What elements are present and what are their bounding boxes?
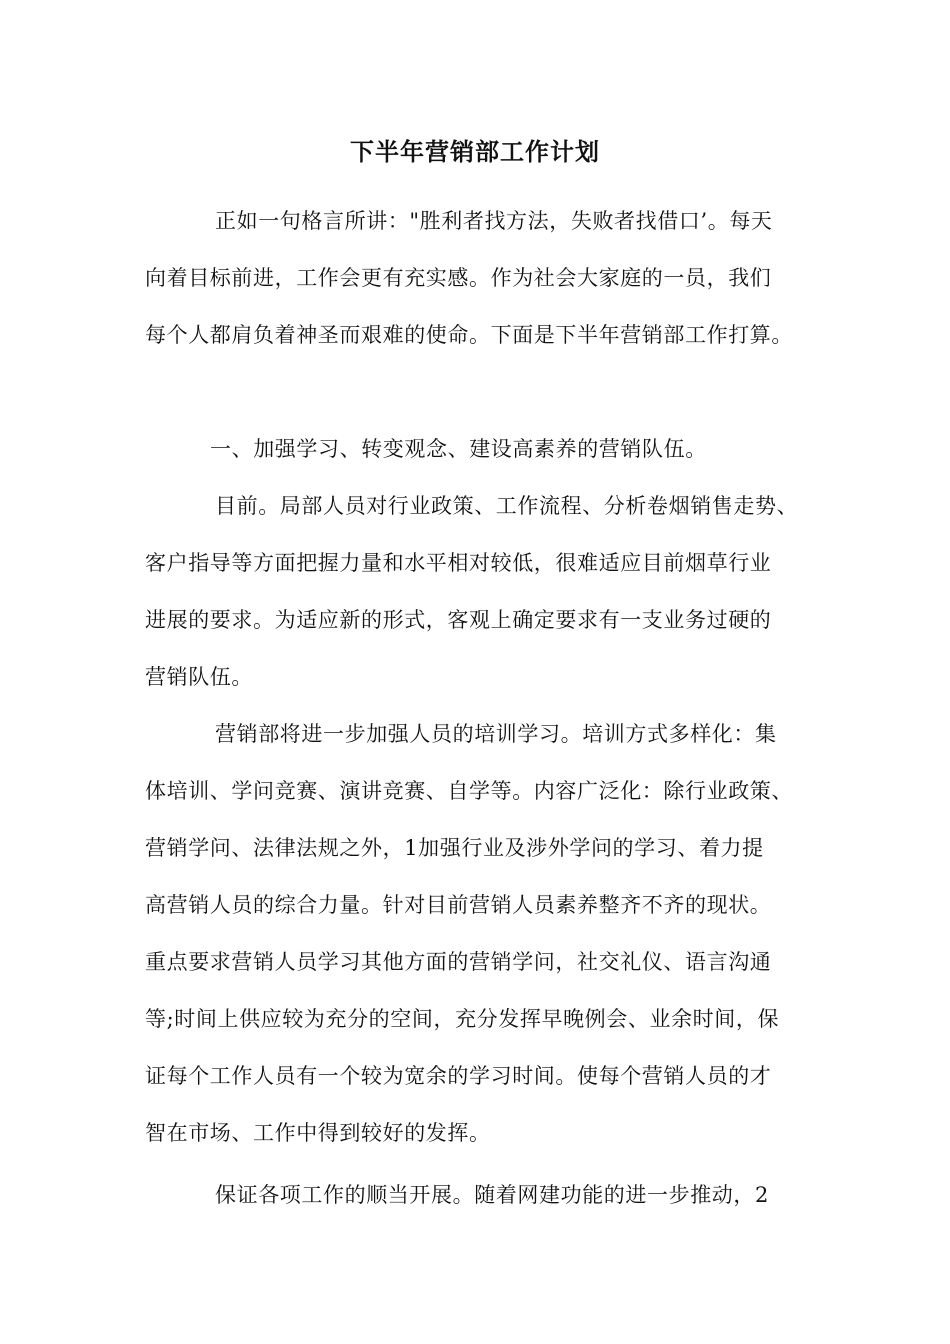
paragraph-line: 向着目标前进，工作会更有充实感。作为社会大家庭的一员，我们	[145, 266, 772, 290]
paragraph-line: 正如一句格言所讲："胜利者找方法，失败者找借口’。每天	[215, 209, 773, 233]
paragraph-line: 智在市场、工作中得到较好的发挥。	[145, 1121, 491, 1145]
paragraph-line: 营销学问、法律法规之外，1加强行业及涉外学问的学习、着力提	[145, 836, 764, 860]
paragraph-line: 高营销人员的综合力量。针对目前营销人员素养整齐不齐的现状。	[145, 893, 772, 917]
paragraph-line: 体培训、学问竞赛、演讲竞赛、自学等。内容广泛化：除行业政策、	[145, 779, 793, 803]
document-title: 下半年营销部工作计划	[350, 137, 600, 166]
section-heading: 一、加强学习、转变观念、建设高素养的营销队伍。	[210, 437, 707, 461]
paragraph-line: 每个人都肩负着神圣而艰难的使命。下面是下半年营销部工作打算。	[145, 323, 793, 347]
paragraph-line: 保证各项工作的顺当开展。随着网建功能的进一步推动，2	[215, 1183, 769, 1207]
paragraph-line: 等;时间上供应较为充分的空间，充分发挥早晚例会、业余时间，保	[145, 1007, 780, 1031]
paragraph-line: 目前。局部人员对行业政策、工作流程、分析卷烟销售走势、	[215, 494, 799, 518]
paragraph-line: 客户指导等方面把握力量和水平相对较低，很难适应目前烟草行业	[145, 551, 772, 575]
paragraph-line: 营销队伍。	[145, 665, 253, 689]
paragraph-line: 重点要求营销人员学习其他方面的营销学问，社交礼仪、语言沟通	[145, 950, 772, 974]
paragraph-line: 营销部将进一步加强人员的培训学习。培训方式多样化：集	[215, 722, 777, 746]
paragraph-line: 进展的要求。为适应新的形式，客观上确定要求有一支业务过硬的	[145, 608, 772, 632]
paragraph-line: 证每个工作人员有一个较为宽余的学习时间。使每个营销人员的才	[145, 1064, 772, 1088]
